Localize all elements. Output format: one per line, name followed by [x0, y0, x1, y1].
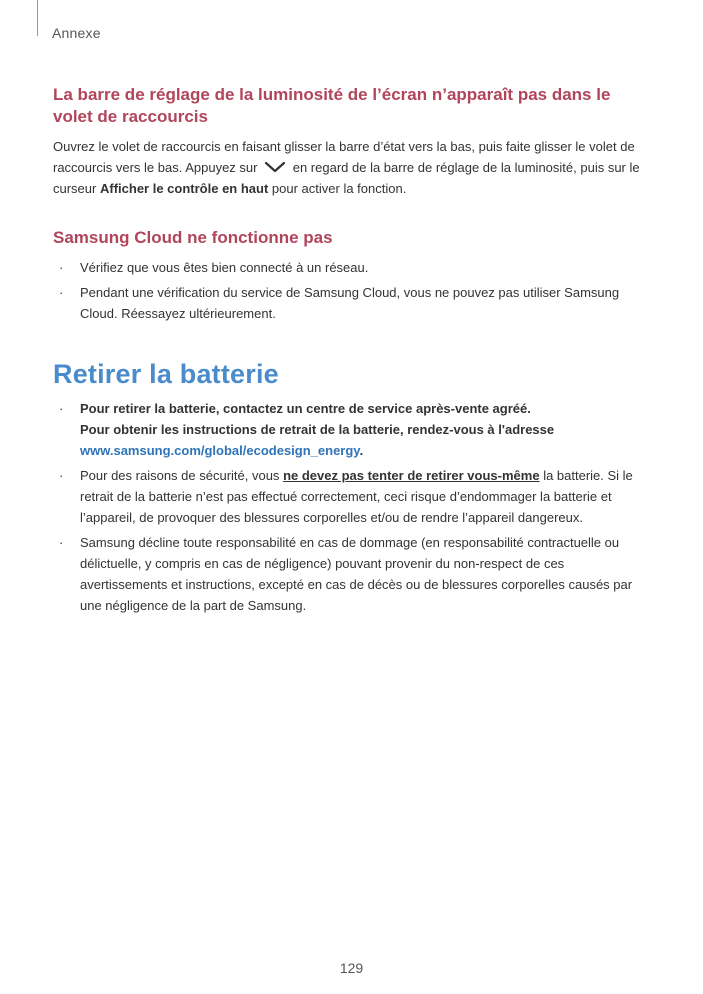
- list-item: · Samsung décline toute responsabilité en cas de dommage (en responsabilité contractuelle ou délictuelle, y compris en cas de négligence) pouvant provenir du non-respect de ces avertissements et instructions, excepté en cas de décès ou de blessures corporelles causés par une négligence de la part de Samsung.: [53, 532, 647, 616]
- cloud-bullet-list: [53, 257, 647, 324]
- list-item: · Pour retirer la batterie, contactez un centre de service après-vente agréé. Pour obtenir les instructions de retrait de la batterie, rendez-vous à l'adresse www.samsung.com/global/ecodesign_energy.: [53, 398, 647, 461]
- bullet-dot: ·: [59, 468, 64, 483]
- page-number: 129: [339, 960, 364, 976]
- battery-heading: Retirer la batterie: [53, 359, 279, 389]
- corner-rule: [37, 0, 38, 36]
- list-item: · Vérifiez que vous êtes bien connecté à un réseau.: [53, 257, 647, 278]
- chevron-down-icon: [261, 159, 289, 175]
- list-item: · Pour des raisons de sécurité, vous ne devez pas tenter de retirer vous-même la batterie. Si le retrait de la batterie n’est pas effectué correctement, ceci risque d’endommager la batterie et l’appareil, de provoquer des blessures corporelles et/ou de rendre l’appareil dangereux.: [53, 465, 647, 528]
- bullet-dot: ·: [59, 401, 64, 416]
- section-label: Annexe: [52, 25, 101, 41]
- cloud-heading: Samsung Cloud ne fonctionne pas: [53, 228, 333, 247]
- bullet-dot: ·: [59, 260, 64, 275]
- safety-emphasis: ne devez pas tenter de retirer vous-même: [283, 468, 540, 483]
- brightness-text-before-icon: Ouvrez le volet de raccourcis en faisant glisser la barre d’état vers la bas, puis faite glisser le volet de raccourcis vers le bas. Appuyez sur: [53, 139, 635, 175]
- list-item: · Pendant une vérification du service de Samsung Cloud, vous ne pouvez pas utiliser Samsung Cloud. Réessayez ultérieurement.: [53, 282, 647, 324]
- brightness-paragraph: [53, 136, 647, 199]
- bullet-dot: ·: [59, 535, 64, 550]
- brightness-text-end: pour activer la fonction.: [271, 181, 407, 196]
- option-label: Afficher le contrôle en haut: [99, 181, 269, 196]
- battery-bullet-list: [53, 398, 647, 616]
- page-content: [53, 84, 647, 620]
- ecodesign-link[interactable]: www.samsung.com/global/ecodesign_energy: [80, 443, 360, 458]
- brightness-heading: La barre de réglage de la luminosité de l’écran n’apparaît pas dans le volet de raccourcis: [53, 85, 611, 126]
- bullet-dot: ·: [59, 285, 64, 300]
- brightness-text-after-icon: en regard de la barre de réglage de la luminosité, puis sur le curseur: [53, 160, 640, 196]
